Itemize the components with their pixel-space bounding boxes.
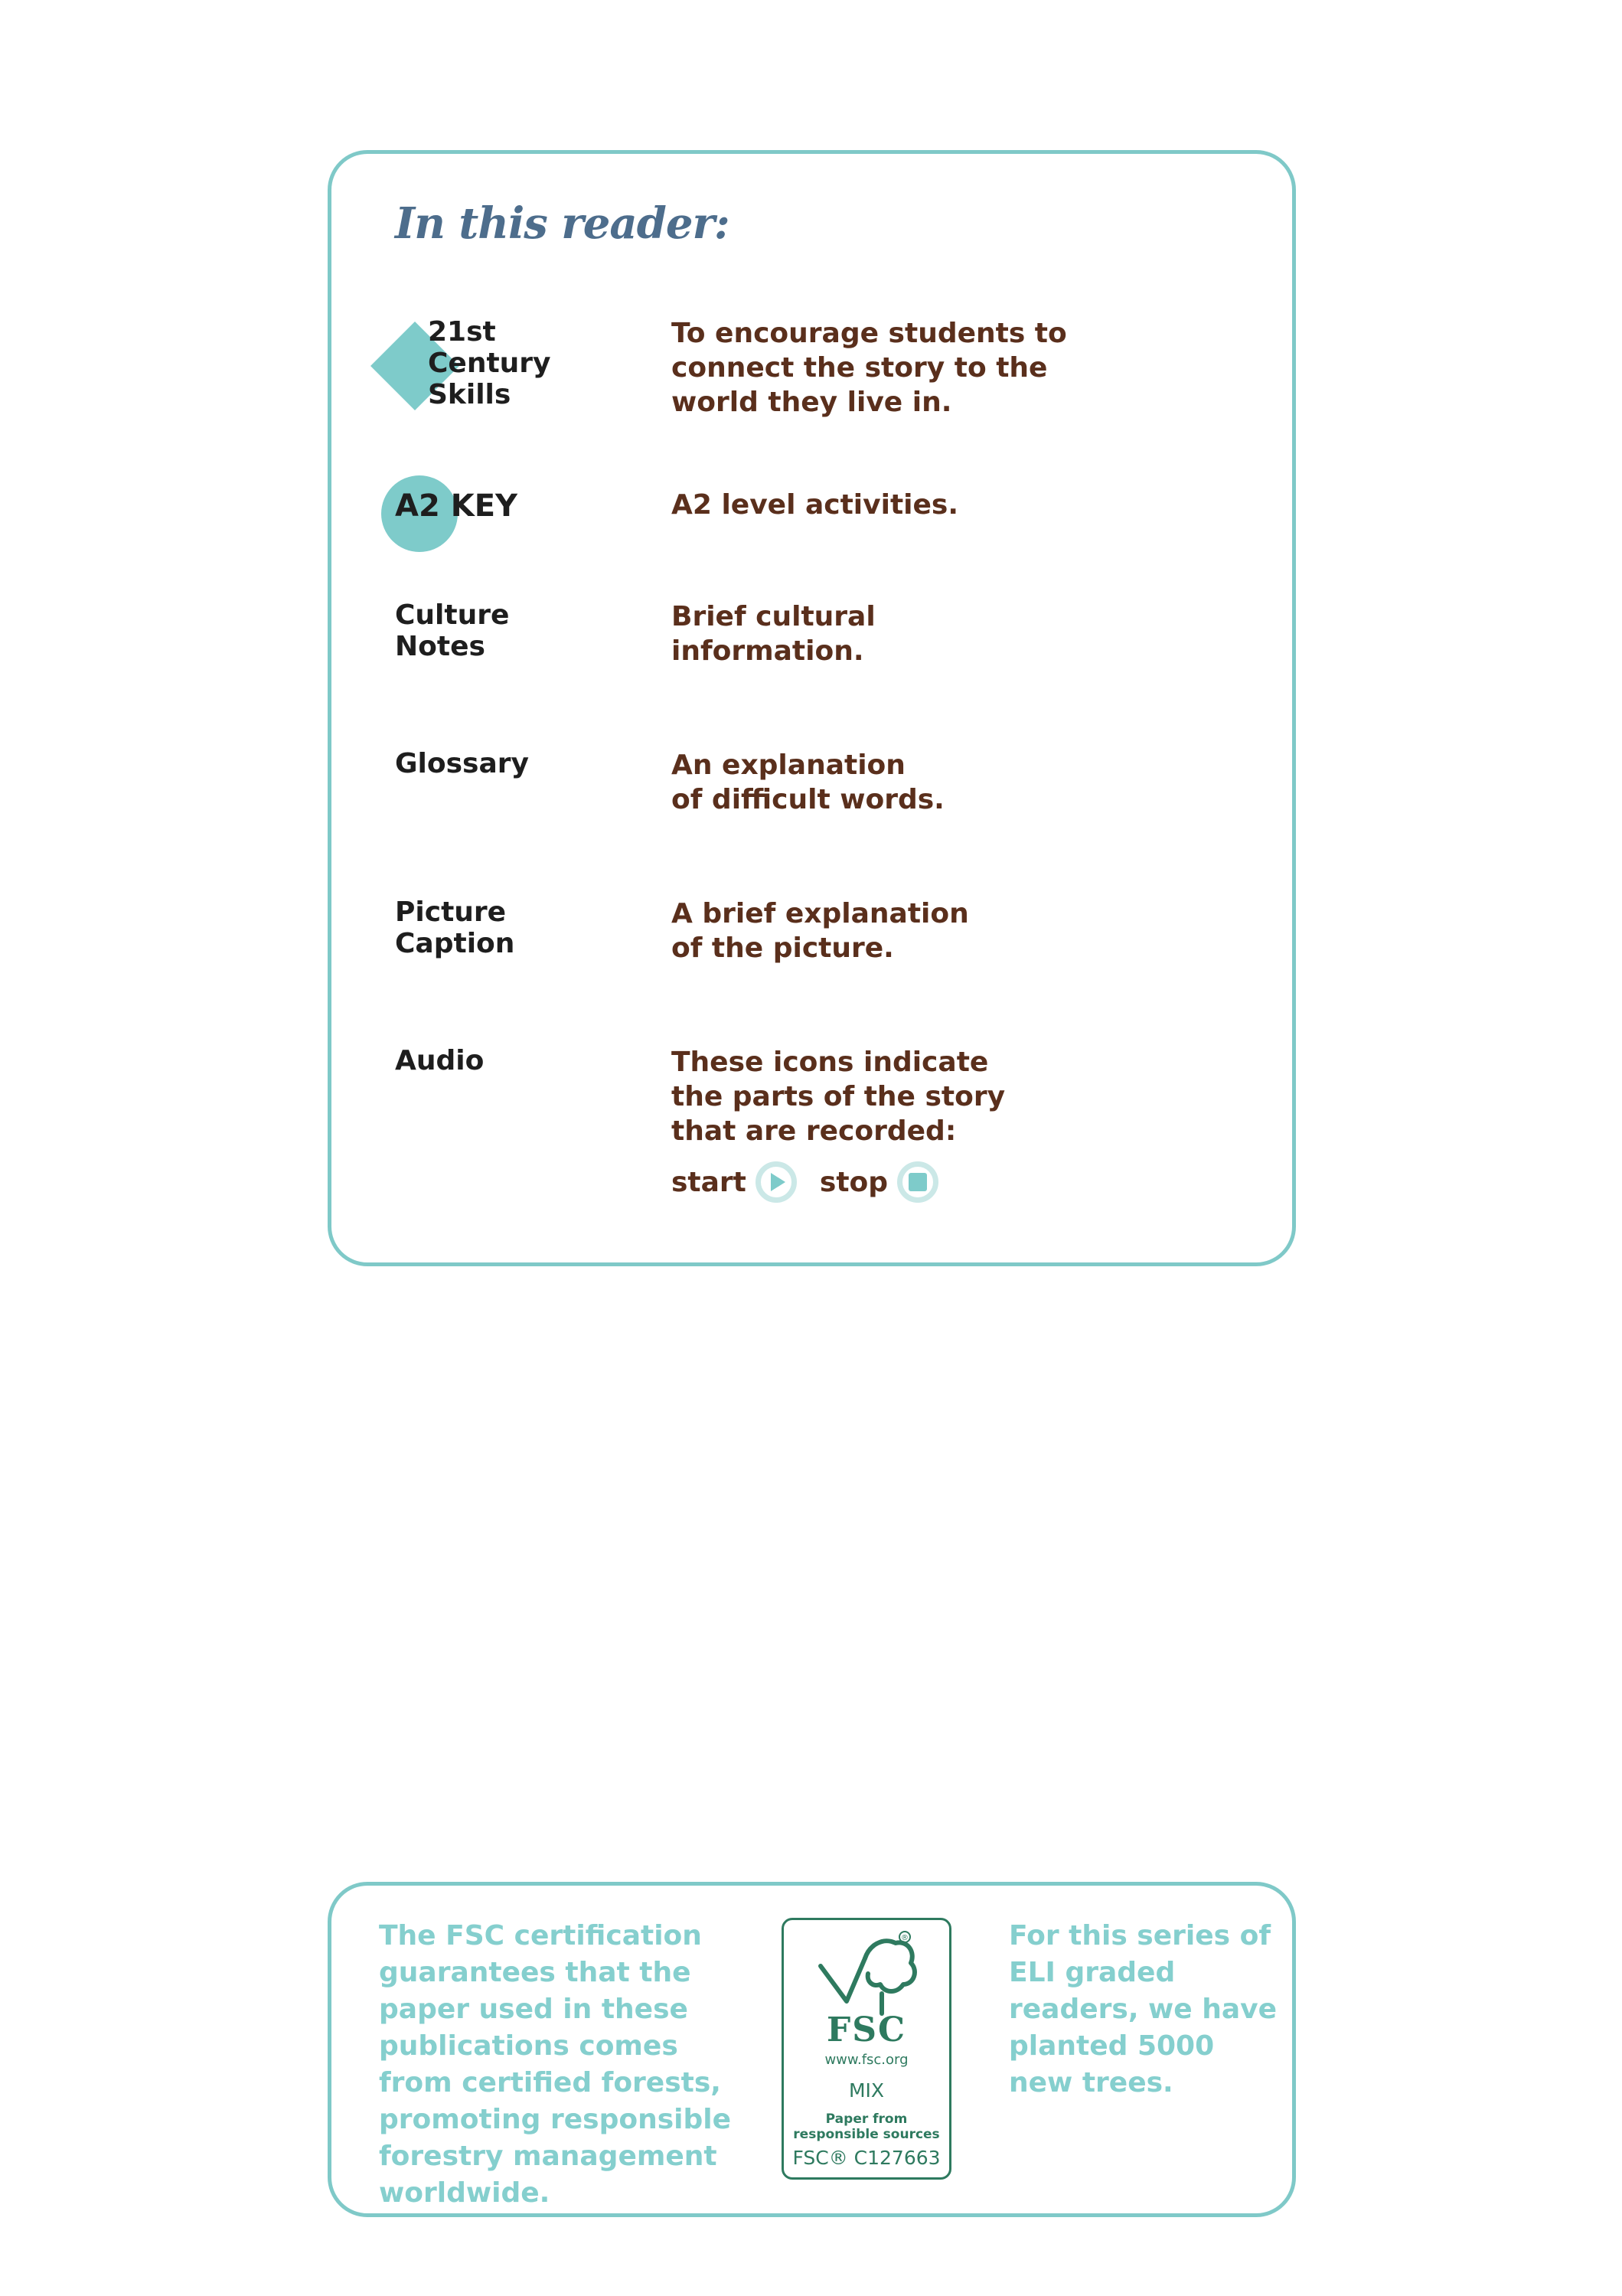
stop-icon bbox=[897, 1161, 938, 1203]
legend-description: To encourage students to connect the story to the world they live in. bbox=[671, 318, 1067, 418]
legend-description: These icons indicate the parts of the story that are recorded: bbox=[671, 1047, 1006, 1147]
audio-stop-label: stop bbox=[819, 1166, 889, 1198]
fsc-certification-box bbox=[328, 1882, 1296, 2217]
legend-label: Audio bbox=[395, 1045, 485, 1076]
legend-label: Culture Notes bbox=[395, 599, 510, 662]
fsc-subtitle: Paper from responsible sources bbox=[793, 2111, 940, 2142]
fsc-brand: FSC bbox=[826, 2010, 907, 2049]
audio-icons bbox=[671, 1161, 938, 1203]
legend-label: A2 KEY bbox=[395, 488, 517, 524]
fsc-url: www.fsc.org bbox=[824, 2052, 909, 2068]
page-title: In this reader: bbox=[395, 198, 729, 249]
legend-label: Glossary bbox=[395, 748, 529, 779]
reader-legend-box bbox=[328, 150, 1296, 1266]
legend-label: 21st Century Skills bbox=[428, 316, 551, 410]
fsc-logo bbox=[782, 1918, 951, 2180]
audio-start-label: start bbox=[671, 1166, 746, 1198]
legend-description: A brief explanation of the picture. bbox=[671, 898, 969, 964]
play-icon bbox=[756, 1161, 797, 1203]
fsc-code: FSC® C127663 bbox=[792, 2147, 941, 2169]
legend-description: A2 level activities. bbox=[671, 489, 959, 521]
legend-description: Brief cultural information. bbox=[671, 601, 876, 667]
registered-mark: ® bbox=[901, 1934, 909, 1942]
fsc-category: MIX bbox=[848, 2079, 885, 2102]
legend-label: Picture Caption bbox=[395, 897, 515, 959]
legend-description: An explanation of difficult words. bbox=[671, 750, 945, 815]
fsc-certification-text: The FSC certification guarantees that the paper used in these publications comes from certified forests, promoting responsible forestry management worldwide. bbox=[379, 1920, 732, 2209]
trees-planted-text: For this series of ELI graded readers, we have planted 5000 new trees. bbox=[1009, 1920, 1278, 2098]
